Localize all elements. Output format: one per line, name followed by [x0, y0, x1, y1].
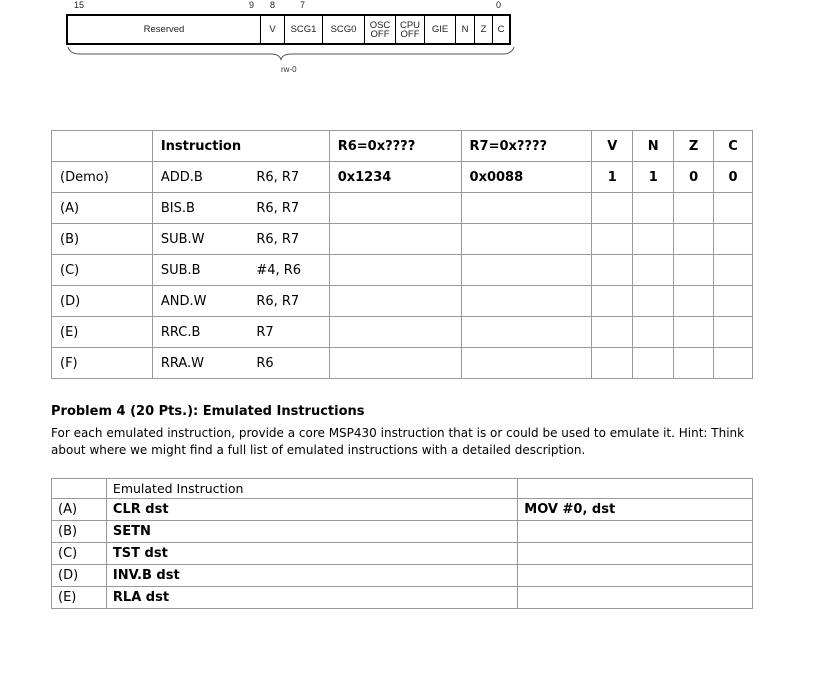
row-c[interactable]	[714, 224, 753, 255]
row-n[interactable]	[633, 317, 674, 348]
instruction-table	[51, 130, 753, 379]
field-reserved: Reserved	[143, 24, 185, 35]
emulated-instruction: CLR dst	[106, 499, 517, 521]
emulated-label: (D)	[52, 565, 107, 587]
row-op: RRC.B	[152, 317, 248, 348]
table-row	[52, 317, 753, 348]
table-row	[52, 565, 753, 587]
row-operands: R6, R7	[248, 193, 329, 224]
problem-title: Problem 4 (20 Pts.): Emulated Instructions	[51, 404, 365, 419]
row-label: (F)	[52, 348, 153, 379]
bit-label-9: 9	[249, 0, 255, 10]
cpuoff-top: CPU	[399, 19, 421, 31]
emulated-label: (C)	[52, 543, 107, 565]
emulated-instruction: SETN	[106, 521, 517, 543]
row-v[interactable]	[592, 255, 633, 286]
row-label: (B)	[52, 224, 153, 255]
emulated-header-row	[52, 479, 753, 499]
emulated-instruction: INV.B dst	[106, 565, 517, 587]
field-cpuoff	[395, 15, 424, 44]
row-r6[interactable]	[329, 255, 461, 286]
table-row	[52, 521, 753, 543]
emulated-answer[interactable]	[518, 565, 753, 587]
row-op: SUB.W	[152, 224, 248, 255]
header-operands-cell	[248, 131, 329, 162]
row-c[interactable]	[714, 317, 753, 348]
emulated-header-label	[52, 479, 107, 499]
field-scg0: SCG0	[322, 15, 364, 44]
header-z: Z	[674, 131, 714, 162]
row-r6[interactable]	[329, 348, 461, 379]
row-n[interactable]	[633, 224, 674, 255]
row-z[interactable]	[674, 255, 714, 286]
row-label: (A)	[52, 193, 153, 224]
row-label: (Demo)	[52, 162, 153, 193]
emulated-table	[51, 478, 753, 609]
row-r7[interactable]	[461, 286, 592, 317]
field-z: Z	[474, 15, 492, 44]
row-r6[interactable]	[329, 286, 461, 317]
row-r7[interactable]	[461, 255, 592, 286]
emulated-label: (B)	[52, 521, 107, 543]
row-z[interactable]	[674, 224, 714, 255]
emulated-answer[interactable]	[518, 521, 753, 543]
field-v: V	[260, 15, 284, 44]
row-label: (D)	[52, 286, 153, 317]
emulated-label: (A)	[52, 499, 107, 521]
header-label-cell	[52, 131, 153, 162]
row-v[interactable]	[592, 317, 633, 348]
row-c[interactable]	[714, 255, 753, 286]
field-gie: GIE	[424, 15, 455, 44]
row-operands: R6, R7	[248, 224, 329, 255]
row-r7[interactable]	[461, 224, 592, 255]
row-n[interactable]	[633, 255, 674, 286]
problem-description: For each emulated instruction, provide a core MSP430 instruction that is or could be used to emulate it. Hint: Think about where we might find a full list of emulated instructions with a detailed description.	[51, 426, 745, 457]
table-row	[52, 499, 753, 521]
row-op: ADD.B	[152, 162, 248, 193]
emulated-header: Emulated Instruction	[106, 479, 517, 499]
field-scg1: SCG1	[284, 15, 322, 44]
table-header-row	[52, 131, 753, 162]
row-n[interactable]	[633, 193, 674, 224]
row-operands: R6	[248, 348, 329, 379]
row-z[interactable]: 0	[674, 162, 714, 193]
emulated-label: (E)	[52, 587, 107, 609]
emulated-instruction: TST dst	[106, 543, 517, 565]
header-v: V	[592, 131, 633, 162]
header-n: N	[633, 131, 674, 162]
table-row	[52, 193, 753, 224]
row-r6[interactable]: 0x1234	[329, 162, 461, 193]
row-c[interactable]	[714, 286, 753, 317]
table-row	[52, 543, 753, 565]
row-v[interactable]	[592, 348, 633, 379]
header-r6: R6=0x????	[329, 131, 461, 162]
row-v[interactable]	[592, 193, 633, 224]
row-v[interactable]	[592, 286, 633, 317]
table-row	[52, 255, 753, 286]
row-operands: R7	[248, 317, 329, 348]
emulated-answer[interactable]: MOV #0, dst	[518, 499, 753, 521]
row-n[interactable]: 1	[633, 162, 674, 193]
bit-label-0: 0	[496, 0, 502, 10]
row-r6[interactable]	[329, 193, 461, 224]
row-op: RRA.W	[152, 348, 248, 379]
table-row	[52, 286, 753, 317]
row-n[interactable]	[633, 348, 674, 379]
row-operands: R6, R7	[248, 162, 329, 193]
table-row	[52, 348, 753, 379]
oscoff-bottom: OFF	[370, 28, 390, 40]
emulated-instruction: RLA dst	[106, 587, 517, 609]
row-z[interactable]	[674, 286, 714, 317]
row-z[interactable]	[674, 317, 714, 348]
row-operands: #4, R6	[248, 255, 329, 286]
row-op: SUB.B	[152, 255, 248, 286]
header-c: C	[714, 131, 753, 162]
access-note: rw-0	[281, 65, 297, 74]
oscoff-top: OSC	[369, 19, 391, 31]
row-v[interactable]: 1	[592, 162, 633, 193]
table-row	[52, 162, 753, 193]
row-op: AND.W	[152, 286, 248, 317]
row-op: BIS.B	[152, 193, 248, 224]
emulated-answer[interactable]	[518, 543, 753, 565]
emulated-answer[interactable]	[518, 587, 753, 609]
bit-label-7: 7	[300, 0, 306, 10]
bit-label-8: 8	[270, 0, 276, 10]
field-c: C	[492, 15, 509, 44]
row-c[interactable]	[714, 193, 753, 224]
reserved-brace-icon	[60, 44, 520, 62]
row-label: (E)	[52, 317, 153, 348]
emulated-header-answer	[518, 479, 753, 499]
header-instruction: Instruction	[152, 131, 248, 162]
row-r7[interactable]	[461, 317, 592, 348]
row-n[interactable]	[633, 286, 674, 317]
row-label: (C)	[52, 255, 153, 286]
row-r6[interactable]	[329, 317, 461, 348]
table-row	[52, 587, 753, 609]
cpuoff-bottom: OFF	[400, 28, 420, 40]
row-r7[interactable]	[461, 348, 592, 379]
row-c[interactable]	[714, 348, 753, 379]
row-r7[interactable]: 0x0088	[461, 162, 592, 193]
table-row	[52, 224, 753, 255]
row-r7[interactable]	[461, 193, 592, 224]
field-oscoff	[364, 15, 395, 44]
header-r7: R7=0x????	[461, 131, 592, 162]
row-c[interactable]: 0	[714, 162, 753, 193]
row-operands: R6, R7	[248, 286, 329, 317]
row-r6[interactable]	[329, 224, 461, 255]
row-v[interactable]	[592, 224, 633, 255]
field-n: N	[455, 15, 474, 44]
row-z[interactable]	[674, 193, 714, 224]
bit-label-15: 15	[74, 0, 85, 10]
row-z[interactable]	[674, 348, 714, 379]
